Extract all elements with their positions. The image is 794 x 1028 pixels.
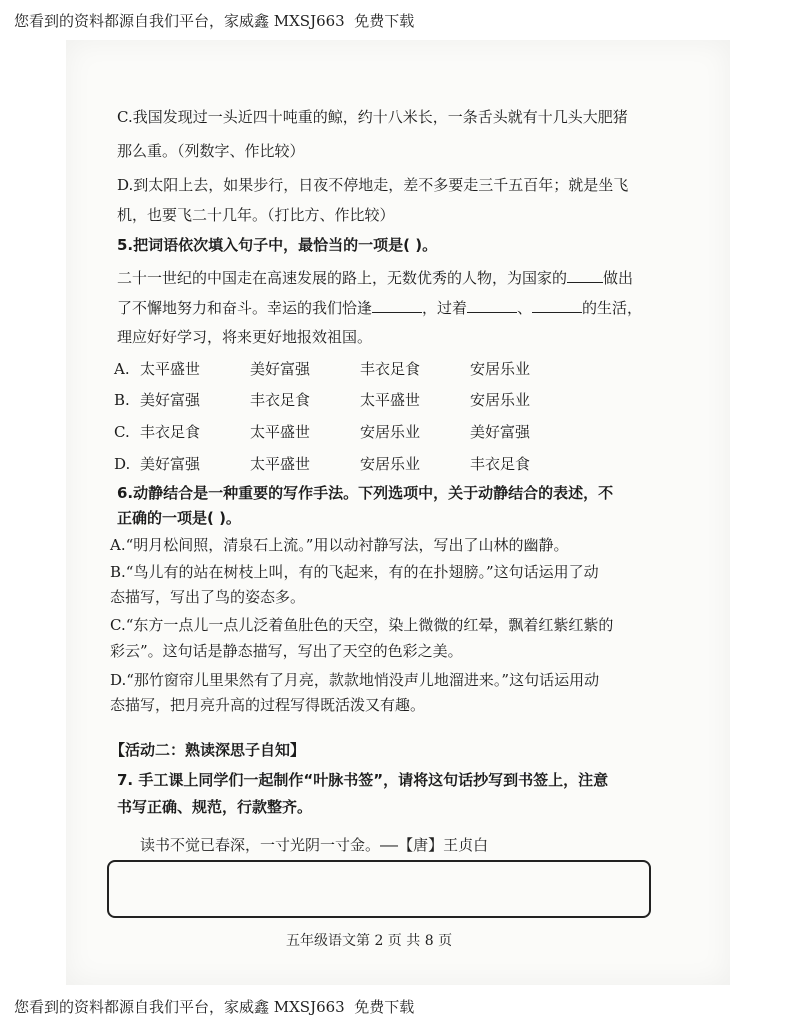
- option-word: 太平盛世: [140, 360, 201, 378]
- q5-passage-line3: 理应好好学习，将来更好地报效祖国。: [117, 328, 373, 346]
- q7-line2: 书写正确、规范，行款整齐。: [117, 798, 313, 816]
- q7-line1: 7. 手工课上同学们一起制作“叶脉书签”，请将这句话抄写到书签上，注意: [117, 771, 609, 789]
- q5-p2a: 了不懈地努力和奋斗。幸运的我们恰逢: [117, 299, 373, 317]
- option-word: 安居乐业: [470, 391, 531, 409]
- q6-title-line2: 正确的一项是( )。: [117, 509, 241, 527]
- q5-p2c: 、: [517, 299, 533, 317]
- option-word: 安居乐业: [360, 455, 421, 473]
- option-word: 丰衣足食: [360, 360, 421, 378]
- bookmark-answer-box[interactable]: [107, 860, 651, 918]
- q5-blank-2[interactable]: [372, 298, 422, 313]
- page-footer: 五年级语文第 2 页 共 8 页: [286, 933, 453, 949]
- q5-title: 5.把词语依次填入句子中，最恰当的一项是( )。: [117, 236, 438, 254]
- option-label: A.: [114, 360, 130, 378]
- q5-option-d[interactable]: [114, 453, 580, 474]
- q5-p2b: ，过着: [422, 299, 468, 317]
- q5-passage-line1: [117, 267, 633, 288]
- option-word: 安居乐业: [470, 360, 531, 378]
- item-c-line1: C.我国发现过一头近四十吨重的鲸，约十八米长，一条舌头就有十几头大肥猪: [117, 108, 628, 126]
- q6-option-a[interactable]: A.“明月松间照，清泉石上流。”用以动衬静写法，写出了山林的幽静。: [110, 536, 569, 554]
- item-d-line1: D.到太阳上去，如果步行，日夜不停地走，差不多要走三千五百年；就是坐飞: [117, 176, 629, 194]
- q5-blank-1[interactable]: [567, 268, 603, 283]
- q5-blank-4[interactable]: [532, 298, 582, 313]
- item-d-line2: 机，也要飞二十几年。（打比方、作比较）: [117, 206, 395, 224]
- q5-p1a: 二十一世纪的中国走在高速发展的路上，无数优秀的人物，为国家的: [117, 269, 568, 287]
- option-label: C.: [114, 423, 130, 441]
- q6-option-c-line2: 彩云”。这句话是静态描写，写出了天空的色彩之美。: [110, 642, 463, 660]
- option-word: 美好富强: [470, 423, 531, 441]
- option-label: B.: [114, 391, 130, 409]
- option-word: 丰衣足食: [250, 391, 311, 409]
- q5-option-b[interactable]: [114, 389, 580, 410]
- watermark-banner-bottom: 您看到的资料都源自我们平台，家威鑫 MXSJ663 免费下载: [14, 998, 415, 1016]
- option-word: 太平盛世: [360, 391, 421, 409]
- q6-option-d-line2: 态描写，把月亮升高的过程写得既活泼又有趣。: [110, 696, 426, 714]
- option-word: 丰衣足食: [470, 455, 531, 473]
- q5-blank-3[interactable]: [467, 298, 517, 313]
- q6-title-line1: 6.动静结合是一种重要的写作手法。下列选项中，关于动静结合的表述，不: [117, 484, 614, 502]
- q6-option-b-line2: 态描写，写出了鸟的姿态多。: [110, 588, 306, 606]
- q5-passage-line2: [117, 297, 642, 318]
- q5-p2d: 的生活，: [582, 299, 643, 317]
- q5-option-a[interactable]: [114, 358, 580, 379]
- option-word: 丰衣足食: [140, 423, 201, 441]
- option-word: 太平盛世: [250, 455, 311, 473]
- q5-p1b: 做出: [603, 269, 634, 287]
- q6-option-b-line1[interactable]: B.“鸟儿有的站在树枝上叫，有的飞起来，有的在扑翅膀。”这句话运用了动: [110, 563, 599, 581]
- option-word: 美好富强: [140, 455, 201, 473]
- q6-option-c-line1[interactable]: C.“东方一点儿一点儿泛着鱼肚色的天空，染上微微的红晕，飘着红紫红紫的: [110, 616, 614, 634]
- item-c-line2: 那么重。（列数字、作比较）: [117, 142, 305, 160]
- option-word: 太平盛世: [250, 423, 311, 441]
- option-word: 美好富强: [140, 391, 201, 409]
- q5-option-c[interactable]: [114, 421, 580, 442]
- q7-quote: 读书不觉已春深，一寸光阴一寸金。——【唐】王贞白: [140, 836, 489, 854]
- activity-heading: 【活动二：熟读深思子自知】: [110, 741, 306, 759]
- option-word: 美好富强: [250, 360, 311, 378]
- option-label: D.: [114, 455, 131, 473]
- q6-option-d-line1[interactable]: D.“那竹窗帘儿里果然有了月亮，款款地悄没声儿地溜进来。”这句话运用动: [110, 671, 600, 689]
- option-word: 安居乐业: [360, 423, 421, 441]
- watermark-banner-top: 您看到的资料都源自我们平台，家威鑫 MXSJ663 免费下载: [14, 12, 415, 30]
